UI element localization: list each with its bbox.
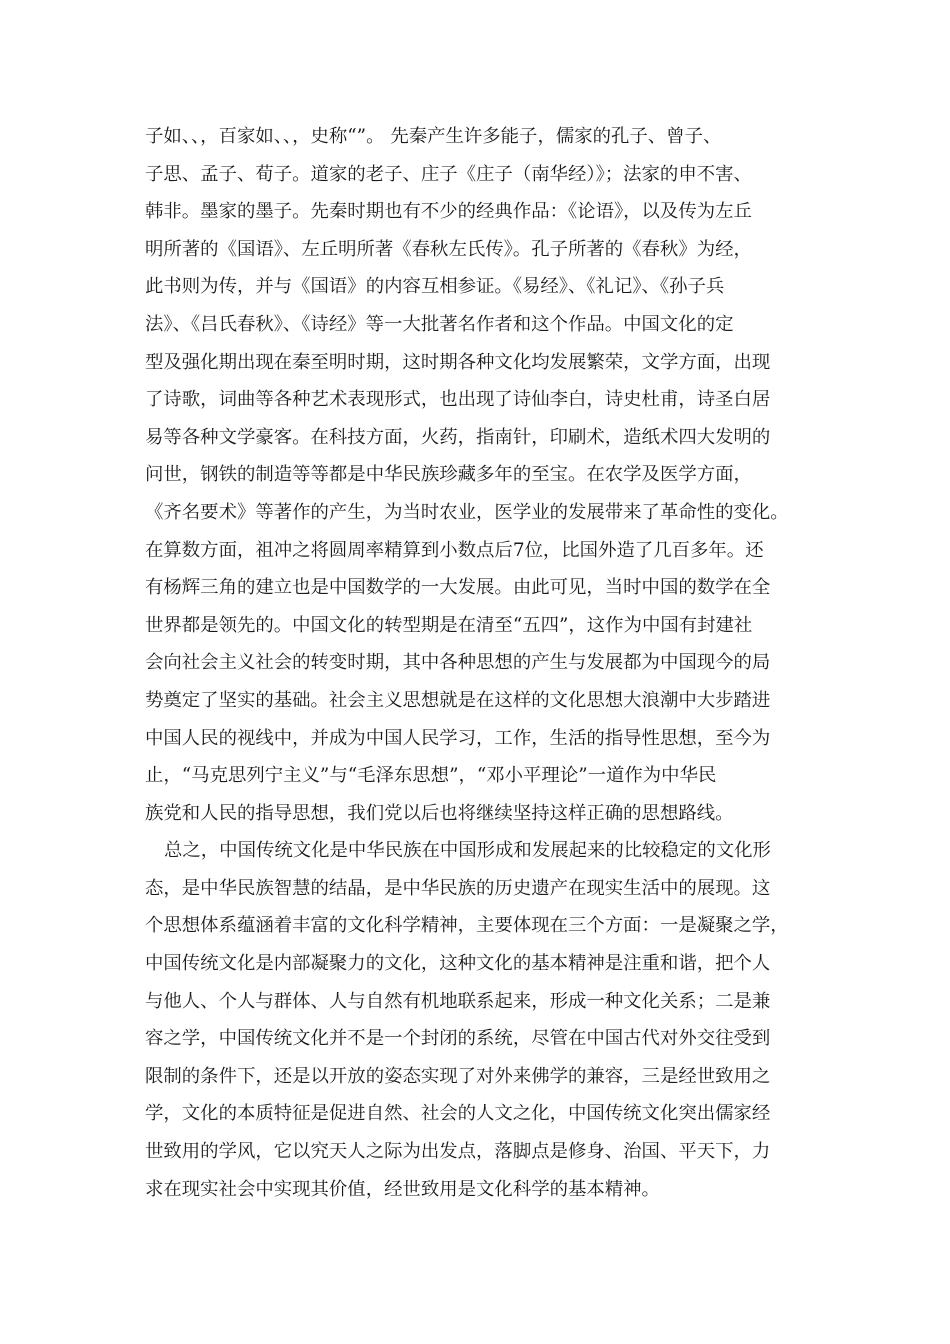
text-line: 求在现实社会中实现其价值，经世致用是文化科学的基本精神。 (145, 1178, 660, 1200)
text-line: 法》、《吕氏春秋》、《诗经》等一大批著名作者和这个作品。中国文化的定 (145, 313, 734, 335)
text-line: 族党和人民的指导思想，我们党以后也将继续坚持这样正确的思想路线。 (145, 802, 734, 824)
text-line: 学，文化的本质特征是促进自然、社会的人文之化，中国传统文化突出儒家经 (145, 1103, 771, 1125)
text-line: 限制的条件下，还是以开放的姿态实现了对外来佛学的兼容，三是经世致用之 (145, 1065, 771, 1087)
text-line: 韩非。墨家的墨子。先秦时期也有不少的经典作品：《论语》，以及传为左丘 (145, 201, 752, 223)
text-line: 总之，中国传统文化是中华民族在中国形成和发展起来的比较稳定的文化形 (164, 840, 771, 862)
text-line: 与他人、个人与群体、人与自然有机地联系起来，形成一种文化关系；二是兼 (145, 990, 771, 1012)
text-line: 易等各种文学豪客。在科技方面，火药，指南针，印刷术，造纸术四大发明的 (145, 426, 771, 448)
text-line: 在算数方面，祖冲之将圆周率精算到小数点后7位，比国外造了几百多年。还 (145, 539, 764, 561)
paragraph-1 (145, 118, 825, 832)
text-line: 止，“马克思列宁主义”与“毛泽东思想”，“邓小平理论”一道作为中华民 (145, 765, 717, 787)
text-line: 中国人民的视线中，并成为中国人民学习，工作，生活的指导性思想，至今为 (145, 727, 771, 749)
text-line: 子思、孟子、荀子。道家的老子、庄子《庄子（南华经）》；法家的申不害、 (145, 163, 752, 185)
text-line: 个思想体系蕴涵着丰富的文化科学精神，主要体现在三个方面：一是凝聚之学， (145, 915, 789, 937)
text-line: 明所著的《国语》、左丘明所著《春秋左氏传》。孔子所著的《春秋》为经， (145, 238, 752, 260)
text-line: 有杨辉三角的建立也是中国数学的一大发展。由此可见，当时中国的数学在全 (145, 577, 771, 599)
text-line: 此书则为传，并与《国语》的内容互相参证。《易经》、《礼记》、《孙子兵 (145, 276, 725, 298)
text-line: 势奠定了坚实的基础。社会主义思想就是在这样的文化思想大浪潮中大步踏进 (145, 689, 771, 711)
text-line: 中国传统文化是内部凝聚力的文化，这种文化的基本精神是注重和谐，把个人 (145, 953, 771, 975)
text-line: 型及强化期出现在秦至明时期，这时期各种文化均发展繁荣，文学方面，出现 (145, 351, 771, 373)
text-line: 了诗歌，词曲等各种艺术表现形式，也出现了诗仙李白，诗史杜甫，诗圣白居 (145, 389, 771, 411)
text-line: 问世，钢铁的制造等等都是中华民族珍藏多年的至宝。在农学及医学方面， (145, 464, 752, 486)
text-line: 世致用的学风，它以究天人之际为出发点，落脚点是修身、治国、平天下，力 (145, 1141, 771, 1163)
paragraph-2 (145, 832, 825, 1208)
text-line: 《齐名要术》等著作的产生，为当时农业，医学业的发展带来了革命性的变化。 (145, 501, 789, 523)
text-line: 容之学，中国传统文化并不是一个封闭的系统，尽管在中国古代对外交往受到 (145, 1028, 771, 1050)
text-line: 世界都是领先的。中国文化的转型期是在清至“五四”，这作为中国有封建社 (145, 614, 753, 636)
text-line: 会向社会主义社会的转变时期，其中各种思想的产生与发展都为中国现今的局 (145, 652, 771, 674)
text-line: 子如、、，百家如、、，史称“”。 先秦产生许多能子，儒家的孔子、曾子、 (145, 126, 722, 147)
text-line: 态，是中华民族智慧的结晶，是中华民族的历史遗产在现实生活中的展现。这 (145, 877, 771, 899)
document-body (145, 118, 825, 1208)
